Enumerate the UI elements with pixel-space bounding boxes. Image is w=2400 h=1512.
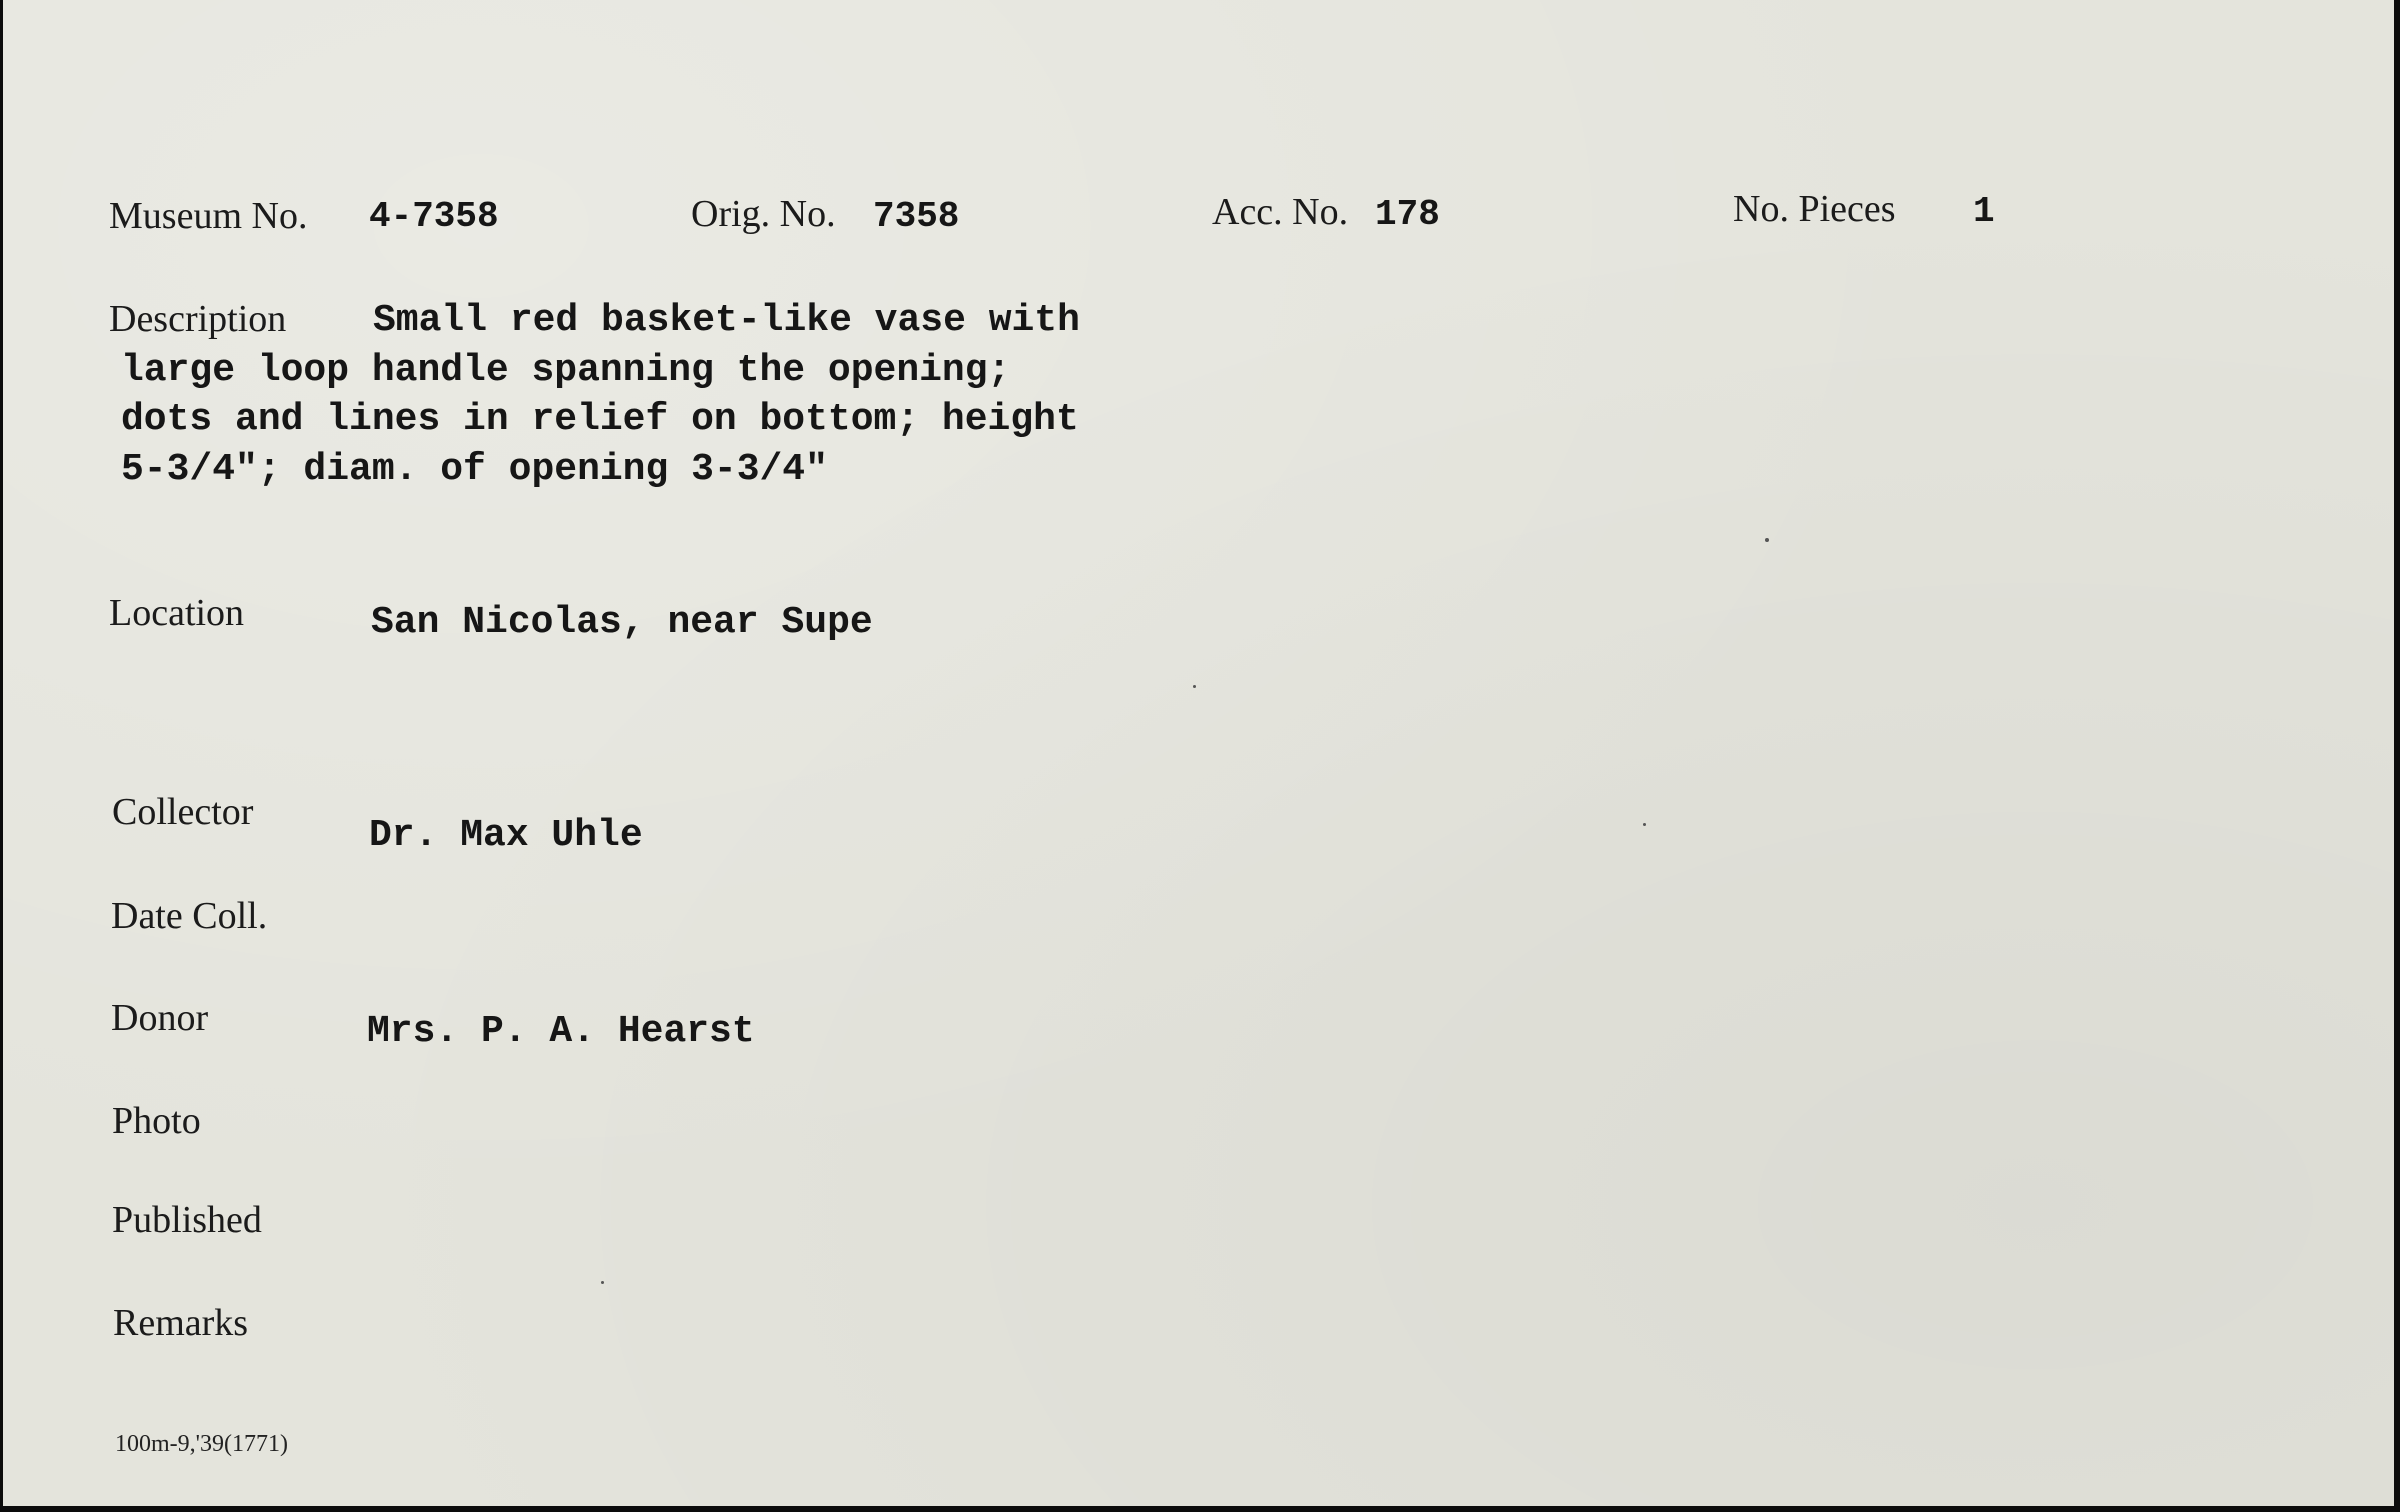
catalog-card	[3, 0, 2394, 1506]
print-code: 100m-9,'39(1771)	[115, 1431, 288, 1457]
location-label: Location	[109, 592, 245, 634]
paper-speck	[601, 1281, 604, 1284]
no-pieces-label: No. Pieces	[1733, 188, 1896, 230]
description-line: Small red basket-like vase with	[373, 299, 1080, 342]
orig-no-value: 7358	[873, 196, 960, 237]
donor-label: Donor	[111, 997, 209, 1039]
location-value: San Nicolas, near Supe	[371, 601, 873, 644]
description-label: Description	[109, 298, 287, 340]
remarks-label: Remarks	[113, 1302, 249, 1344]
collector-value: Dr. Max Uhle	[369, 814, 643, 857]
published-label: Published	[112, 1199, 262, 1241]
donor-value: Mrs. P. A. Hearst	[367, 1010, 755, 1053]
collector-label: Collector	[112, 791, 254, 833]
description-line: 5-3/4"; diam. of opening 3-3/4"	[121, 448, 828, 491]
no-pieces-value: 1	[1973, 191, 1995, 232]
description-line: large loop handle spanning the opening;	[121, 349, 1011, 392]
museum-no-value: 4-7358	[369, 196, 499, 237]
paper-speck	[1193, 685, 1196, 688]
paper-speck	[1643, 823, 1646, 826]
paper-speck	[1765, 538, 1769, 542]
photo-label: Photo	[112, 1100, 201, 1142]
description-line: dots and lines in relief on bottom; height	[121, 398, 1079, 441]
acc-no-label: Acc. No.	[1212, 191, 1349, 233]
date-coll-label: Date Coll.	[111, 895, 268, 937]
orig-no-label: Orig. No.	[691, 193, 836, 235]
museum-no-label: Museum No.	[109, 195, 308, 237]
acc-no-value: 178	[1375, 194, 1440, 235]
